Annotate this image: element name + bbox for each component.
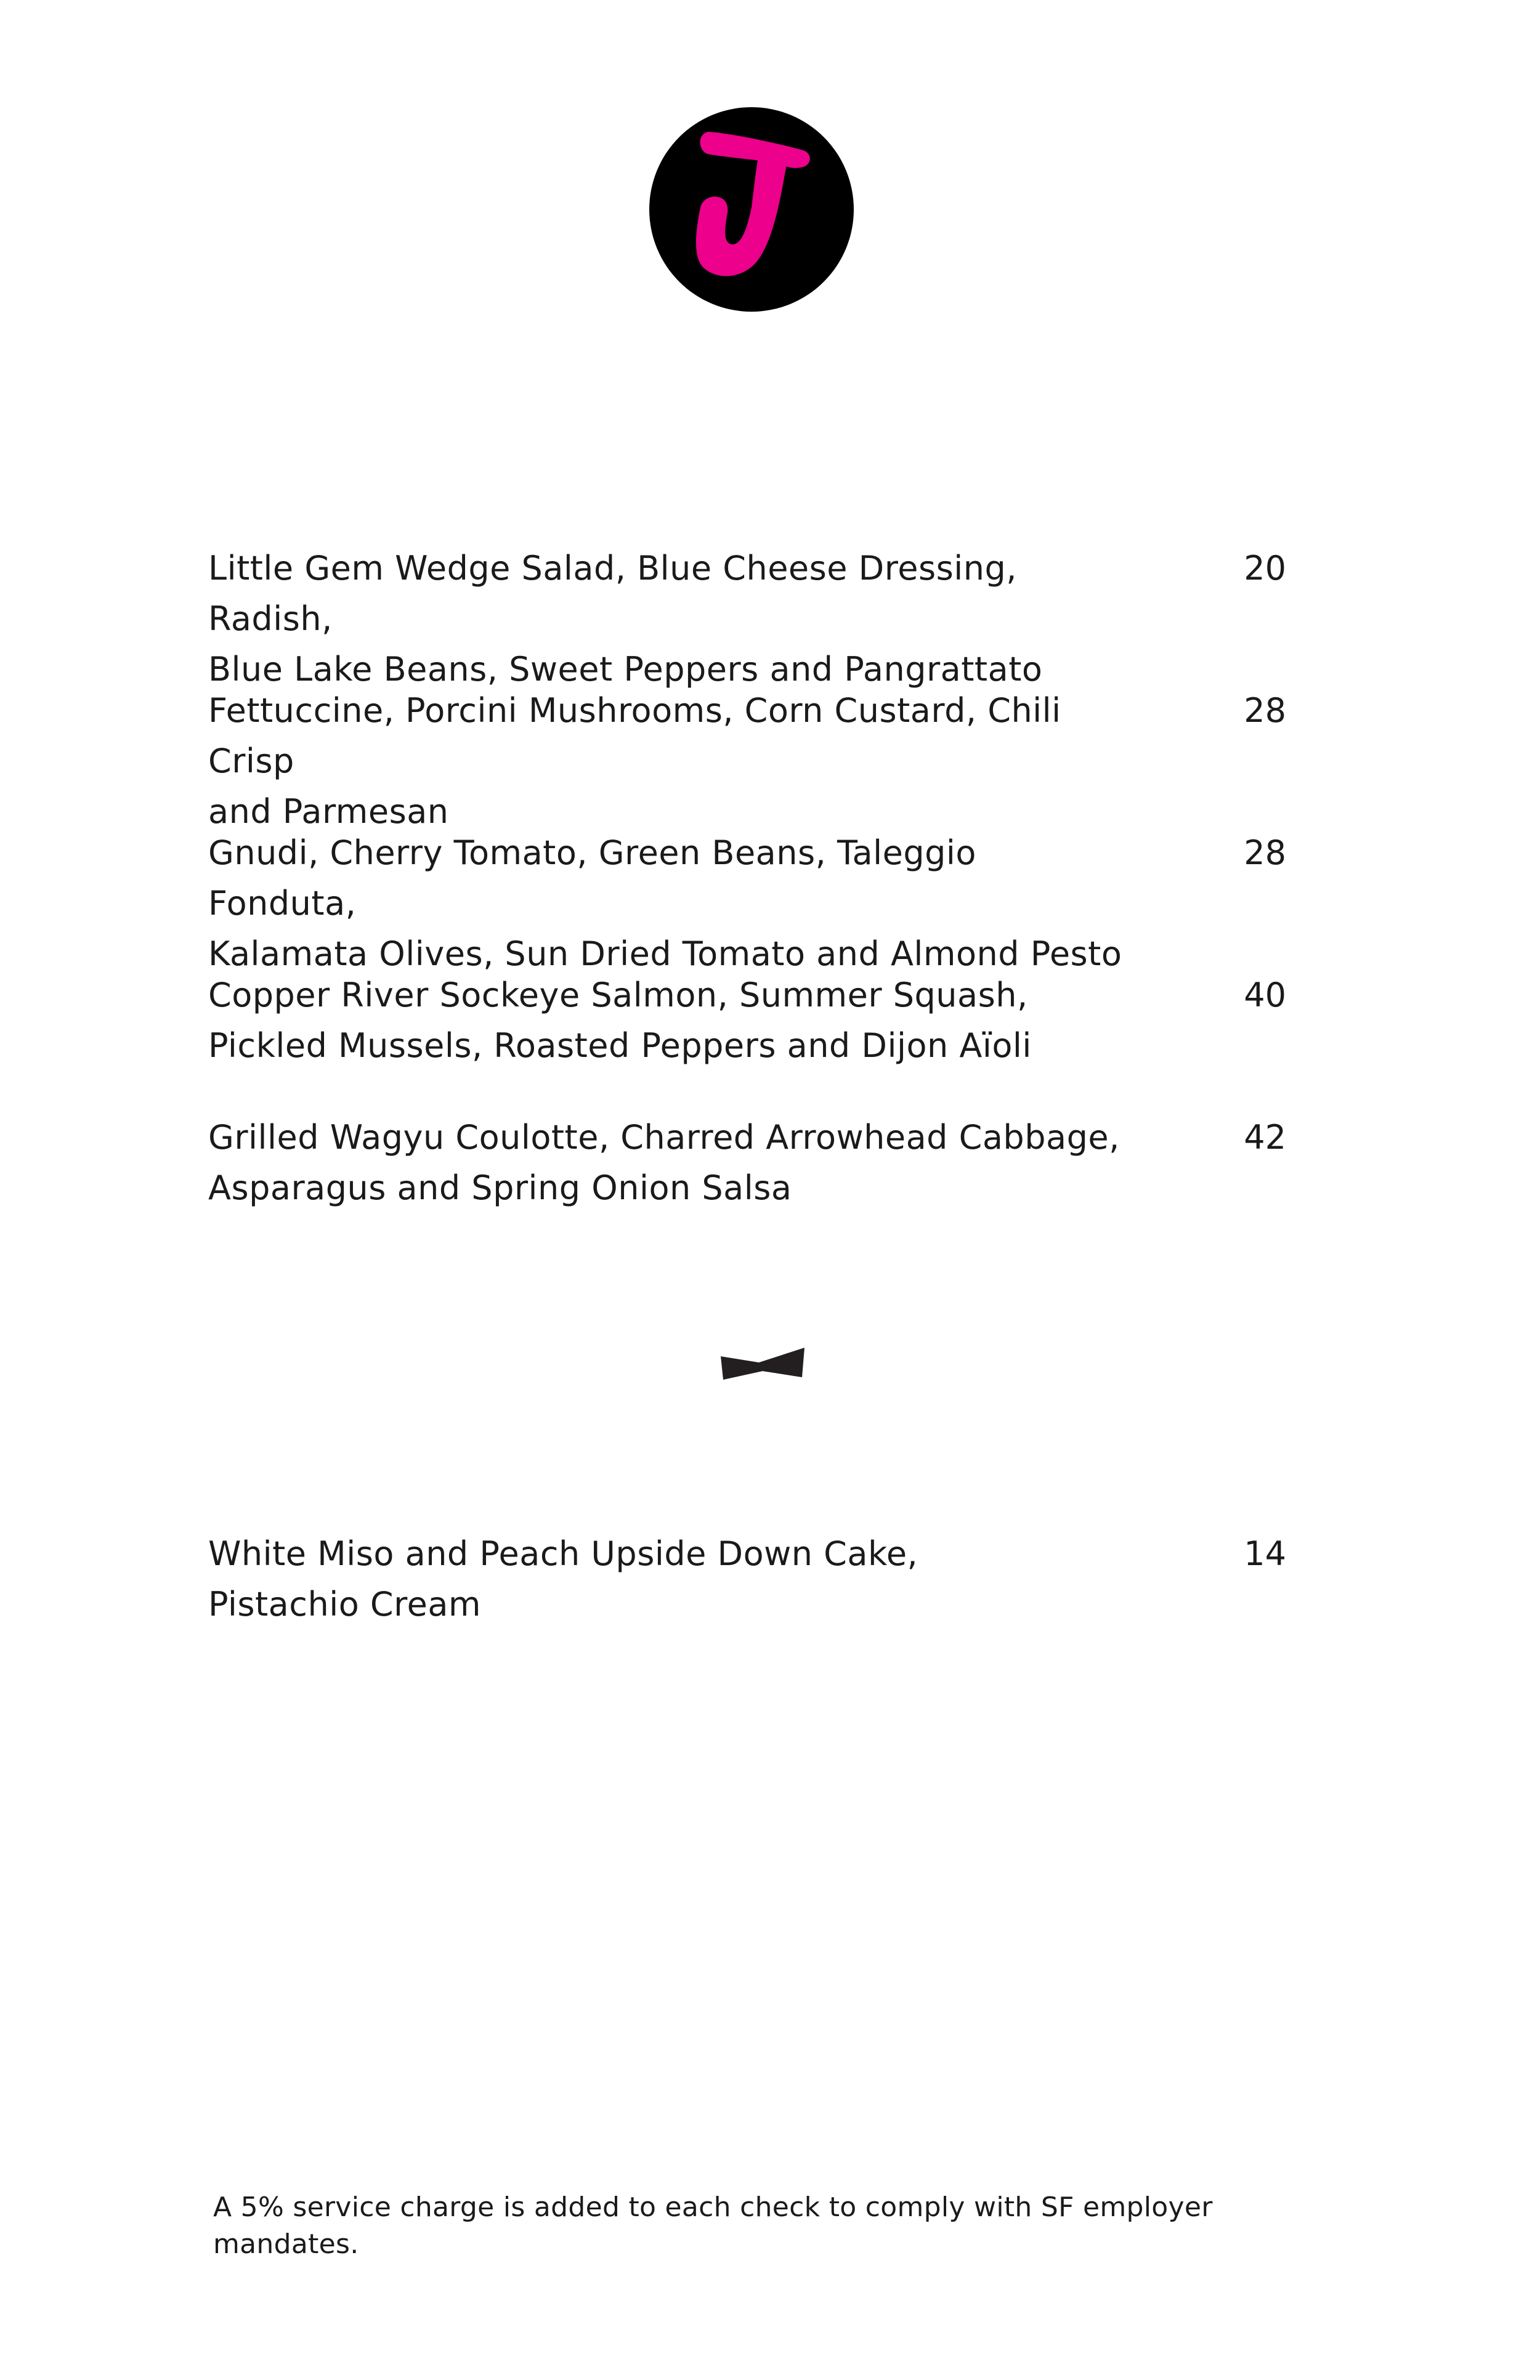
menu-item — [208, 1112, 1286, 1213]
item-price: 20 — [1244, 549, 1286, 588]
menu-item — [208, 1529, 1286, 1630]
item-description: Grilled Wagyu Coulotte, Charred Arrowhead Cabbage, Asparagus and Spring Onion Salsa — [208, 1118, 1120, 1207]
restaurant-logo — [649, 107, 854, 312]
item-description: White Miso and Peach Upside Down Cake, Pistachio Cream — [208, 1534, 918, 1624]
mains-section — [208, 543, 1286, 1255]
item-description: Copper River Sockeye Salmon, Summer Squash, Pickled Mussels, Roasted Peppers and Dijon Aïoli — [208, 976, 1032, 1065]
item-price: 28 — [1244, 691, 1286, 730]
service-charge-note: A 5% service charge is added to each check to comply with SF employer mandates. — [213, 2192, 1213, 2260]
item-price: 14 — [1244, 1534, 1286, 1573]
menu-item — [208, 970, 1286, 1071]
dessert-section — [208, 1529, 1286, 1671]
item-description: Little Gem Wedge Salad, Blue Cheese Dressing, Radish, Blue Lake Beans, Sweet Peppers and Pangrattato — [208, 549, 1043, 689]
item-price: 40 — [1244, 976, 1286, 1014]
menu-item — [208, 828, 1286, 973]
item-description: Gnudi, Cherry Tomato, Green Beans, Taleggio Fonduta, Kalamata Olives, Sun Dried Tomato and Almond Pesto — [208, 833, 1122, 973]
item-price: 28 — [1244, 833, 1286, 872]
menu-item — [208, 543, 1286, 689]
bow-tie-icon — [721, 1348, 804, 1380]
item-price: 42 — [1244, 1118, 1286, 1157]
menu-item — [208, 686, 1286, 831]
item-description: Fettuccine, Porcini Mushrooms, Corn Custard, Chili Crisp and Parmesan — [208, 691, 1061, 831]
